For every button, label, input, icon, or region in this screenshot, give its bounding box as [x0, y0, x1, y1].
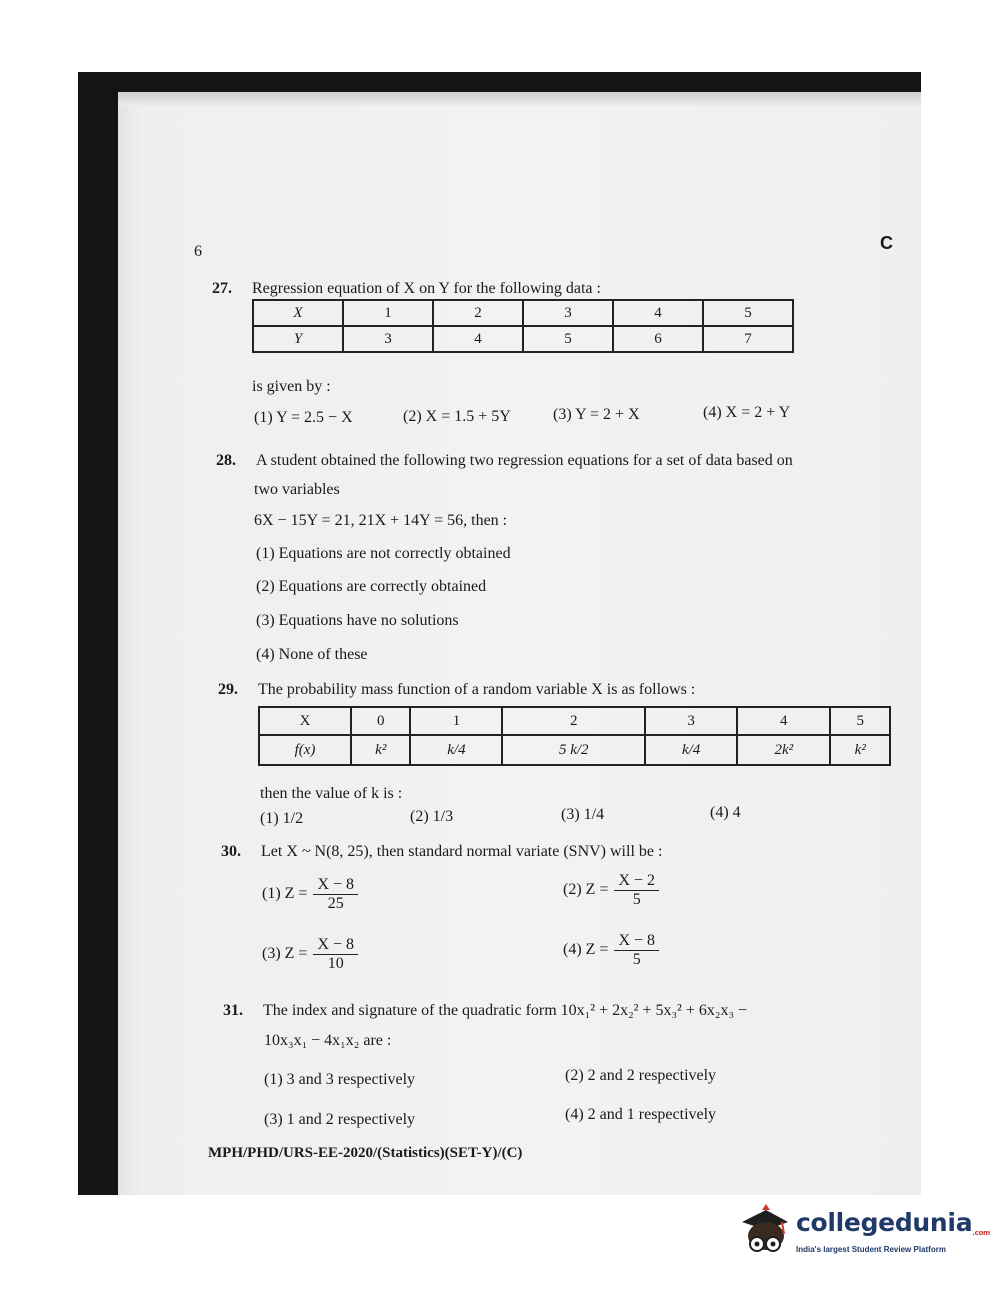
q27-table-row-y	[253, 326, 793, 352]
q29-cell: f(x)	[294, 741, 316, 758]
paper-footer-code: MPH/PHD/URS-EE-2020/(Statistics)(SET-Y)/(C)	[208, 1145, 523, 1161]
q27-table-row-x	[253, 300, 793, 326]
q29-cell: k²	[854, 741, 866, 758]
q29-cell: 4	[737, 707, 830, 735]
q27-cell: 6	[613, 326, 703, 352]
q30-option-4-label: (4) Z =	[563, 941, 609, 959]
q31-line2: 10x₃x₁ − 4x₁x₂ are :	[264, 1032, 392, 1049]
q29-cell: 5 k/2	[558, 741, 589, 758]
q27-cell: X	[293, 304, 303, 321]
q29-cell: k/4	[681, 741, 701, 758]
q29-option-4[interactable]: (4) 4	[710, 804, 741, 821]
q27-table	[252, 299, 794, 353]
fraction-numerator: X − 8	[313, 936, 358, 955]
q31-option-4[interactable]: (4) 2 and 1 respectively	[565, 1106, 717, 1123]
collegedunia-wordmark	[796, 1208, 990, 1237]
fraction-denominator: 5	[632, 951, 641, 968]
q29-cell: 2k²	[774, 741, 794, 758]
q30-option-4-fraction	[614, 932, 659, 969]
q30-option-1-label: (1) Z =	[262, 885, 308, 903]
q27-cell: 4	[433, 326, 523, 352]
q29-option-3[interactable]: (3) 1/4	[561, 806, 605, 823]
q27-cell: Y	[293, 330, 303, 347]
q30-option-1[interactable]	[262, 876, 358, 913]
q31-stem	[223, 1001, 747, 1021]
q31-option-1[interactable]: (1) 3 and 3 respectively	[264, 1071, 416, 1088]
q27-option-2[interactable]: (2) X = 1.5 + 5Y	[403, 408, 511, 425]
q30-stem	[221, 842, 662, 862]
q29-option-1[interactable]: (1) 1/2	[260, 810, 304, 827]
q27-number: 27.	[212, 280, 232, 297]
q27-option-3[interactable]: (3) Y = 2 + X	[553, 406, 640, 423]
fraction-numerator: X − 8	[313, 876, 358, 895]
q30-text: Let X ~ N(8, 25), then standard normal variate (SNV) will be :	[261, 843, 663, 860]
q28-option-4[interactable]: (4) None of these	[256, 646, 368, 663]
fraction-denominator: 25	[327, 895, 344, 912]
q29-table-row-fx	[259, 735, 890, 765]
paper-fold-shadow	[118, 92, 921, 106]
collegedunia-mascot-icon	[736, 1200, 792, 1260]
brand-name: collegedunia	[796, 1208, 973, 1237]
q31-option-2[interactable]: (2) 2 and 2 respectively	[565, 1067, 717, 1084]
q29-cell: X	[299, 712, 311, 729]
q29-table	[258, 706, 891, 766]
q31-option-3[interactable]: (3) 1 and 2 respectively	[264, 1111, 416, 1128]
q28-option-3[interactable]: (3) Equations have no solutions	[256, 612, 459, 629]
q28-equation: 6X − 15Y = 21, 21X + 14Y = 56, then :	[254, 512, 508, 529]
q27-cell: 2	[433, 300, 523, 326]
q27-cell: 3	[343, 326, 433, 352]
q29-cell: k²	[375, 741, 387, 758]
q27-cell: 1	[343, 300, 433, 326]
q27-cell: 5	[703, 300, 793, 326]
q27-cell: 4	[613, 300, 703, 326]
q29-cell: 2	[502, 707, 645, 735]
q29-cell: 1	[410, 707, 502, 735]
q28-number: 28.	[216, 452, 236, 469]
q30-option-3-label: (3) Z =	[262, 945, 308, 963]
q31-number: 31.	[223, 1002, 243, 1019]
q28-option-1[interactable]: (1) Equations are not correctly obtained	[256, 545, 511, 562]
q31-line1: The index and signature of the quadratic form 10x₁² + 2x₂² + 5x₃² + 6x₂x₃ −	[263, 1002, 748, 1019]
q28-stem	[216, 451, 793, 471]
q29-text: The probability mass function of a random variable X is as follows :	[258, 681, 696, 698]
q30-option-2-fraction	[614, 872, 659, 909]
q29-table-row-x	[259, 707, 890, 735]
q28-line1: A student obtained the following two regression equations for a set of data based on	[256, 452, 793, 469]
q30-option-2[interactable]	[563, 872, 659, 909]
q29-number: 29.	[218, 681, 238, 698]
set-code: C	[880, 233, 893, 253]
q28-line2: two variables	[254, 481, 340, 498]
fraction-numerator: X − 8	[614, 932, 659, 951]
q30-option-4[interactable]	[563, 932, 659, 969]
page-number: 6	[194, 243, 202, 260]
q29-cell: 0	[351, 707, 410, 735]
q30-option-3[interactable]	[262, 936, 358, 973]
q29-cell: k/4	[447, 741, 466, 758]
q27-cell: 3	[523, 300, 613, 326]
q27-after: is given by :	[252, 378, 331, 395]
q27-stem	[212, 279, 601, 299]
q29-option-2[interactable]: (2) 1/3	[410, 808, 454, 825]
q29-cell: 3	[645, 707, 737, 735]
q30-option-3-fraction	[313, 936, 358, 973]
fraction-numerator: X − 2	[614, 872, 659, 891]
paper-sheet	[118, 92, 921, 1195]
q30-option-2-label: (2) Z =	[563, 881, 609, 899]
q29-stem	[218, 680, 695, 700]
q30-option-1-fraction	[313, 876, 358, 913]
q27-text: Regression equation of X on Y for the following data :	[252, 280, 601, 297]
q30-number: 30.	[221, 843, 241, 860]
q27-cell: 5	[523, 326, 613, 352]
fraction-denominator: 10	[327, 955, 344, 972]
brand-suffix: .com	[972, 1229, 990, 1237]
q29-cell: 5	[830, 707, 890, 735]
q29-after: then the value of k is :	[260, 785, 403, 802]
brand-tagline: India's largest Student Review Platform	[796, 1245, 946, 1254]
q27-cell: 7	[703, 326, 793, 352]
q27-option-4[interactable]: (4) X = 2 + Y	[703, 404, 791, 421]
fraction-denominator: 5	[632, 891, 641, 908]
q28-option-2[interactable]: (2) Equations are correctly obtained	[256, 578, 487, 595]
q27-option-1[interactable]: (1) Y = 2.5 − X	[254, 409, 353, 426]
